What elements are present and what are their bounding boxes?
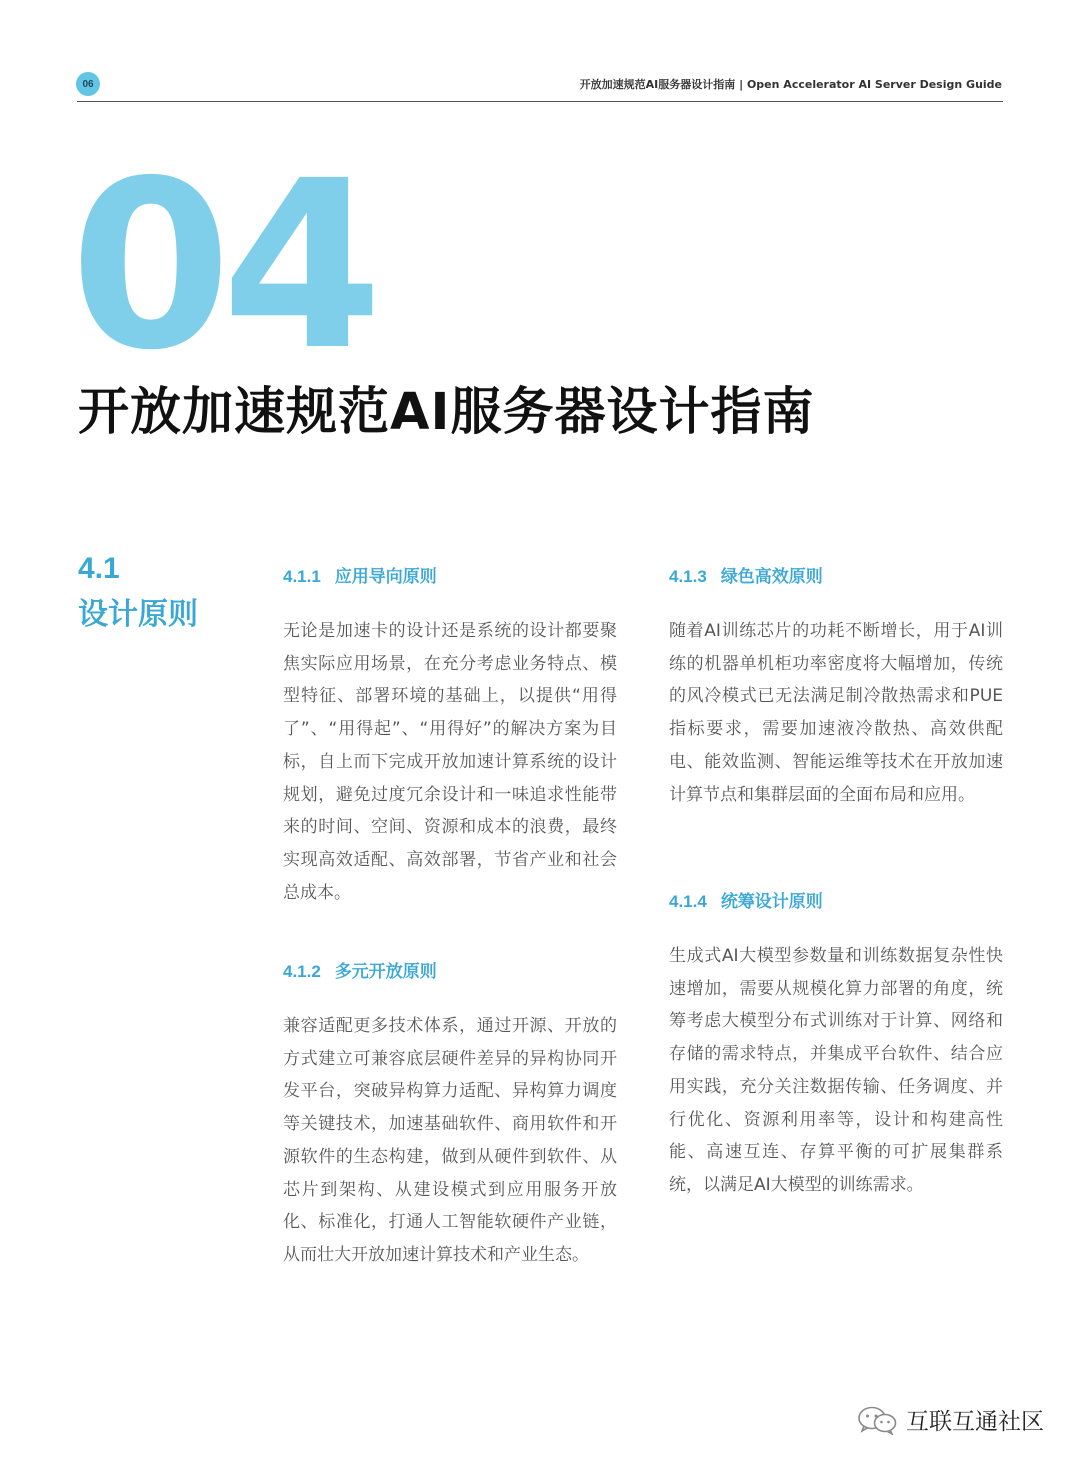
subsection-green-efficient <box>669 562 1003 811</box>
subsection-heading <box>669 562 1003 587</box>
subsection-paragraph: 生成式AI大模型参数量和训练数据复杂性快速增加，需要从规模化算力部署的角度，统筹考虑大模型分布式训练对于计算、网络和存储的需求特点，并集成平台软件、结合应用实践，充分关注数据传输、任务调度、并行优化、资源利用率等，设计和构建高性能、高速互连、存算平衡的可扩展集群系统，以满足AI大模型的训练需求。 <box>669 946 1003 1195</box>
subsection-paragraph: 兼容适配更多技术体系，通过开源、开放的方式建立可兼容底层硬件差异的异构协同开发平台，突破异构算力适配、异构算力调度等关键技术，加速基础软件、商用软件和开源软件的生态构建，做到从硬件到软件、从芯片到架构、从建设模式到应用服务开放化、标准化，打通人工智能软硬件产业链，从而壮大开放加速计算技术和产业生态。 <box>283 1016 617 1265</box>
subsection-number: 4.1.4 <box>669 892 707 911</box>
subsection-number: 4.1.1 <box>283 567 321 586</box>
section-number: 4.1 <box>78 552 120 585</box>
subsection-heading <box>283 562 617 587</box>
watermark-text: 互联互通社区 <box>906 1409 1044 1435</box>
subsection-title: 多元开放原则 <box>334 962 437 982</box>
header-divider <box>77 101 1003 102</box>
subsection-title: 统筹设计原则 <box>720 892 823 912</box>
subsection-diverse-open <box>283 957 617 1272</box>
chapter-title: 开放加速规范AI服务器设计指南 <box>78 383 815 442</box>
section-title: 设计原则 <box>78 597 198 632</box>
subsection-heading <box>283 957 617 982</box>
subsection-title: 应用导向原则 <box>334 567 437 587</box>
wechat-icon <box>856 1405 898 1435</box>
running-header: 开放加速规范AI服务器设计指南 | Open Accelerator AI Server Design Guide <box>579 78 1002 91</box>
subsection-title: 绿色高效原则 <box>720 567 823 587</box>
subsection-number: 4.1.2 <box>283 962 321 981</box>
chapter-number: 04 <box>70 131 373 401</box>
watermark <box>856 1403 1044 1436</box>
subsection-coordinated-design <box>669 887 1003 1202</box>
subsection-paragraph: 无论是加速卡的设计还是系统的设计都要聚焦实际应用场景，在充分考虑业务特点、模型特征、部署环境的基础上，以提供“用得了”、“用得起”、“用得好”的解决方案为目标，自上而下完成开放加速计算系统的设计规划，避免过度冗余设计和一味追求性能带来的时间、空间、资源和成本的浪费，最终实现高效适配、高效部署，节省产业和社会总成本。 <box>283 621 617 903</box>
subsection-heading <box>669 887 1003 912</box>
page-number-badge: 06 <box>76 72 100 96</box>
subsection-number: 4.1.3 <box>669 567 707 586</box>
subsection-paragraph: 随着AI训练芯片的功耗不断增长，用于AI训练的机器单机柜功率密度将大幅增加，传统的风冷模式已无法满足制冷散热需求和PUE指标要求，需要加速液冷散热、高效供配电、能效监测、智能运维等技术在开放加速计算节点和集群层面的全面布局和应用。 <box>669 621 1003 805</box>
subsection-application-oriented <box>283 562 617 909</box>
